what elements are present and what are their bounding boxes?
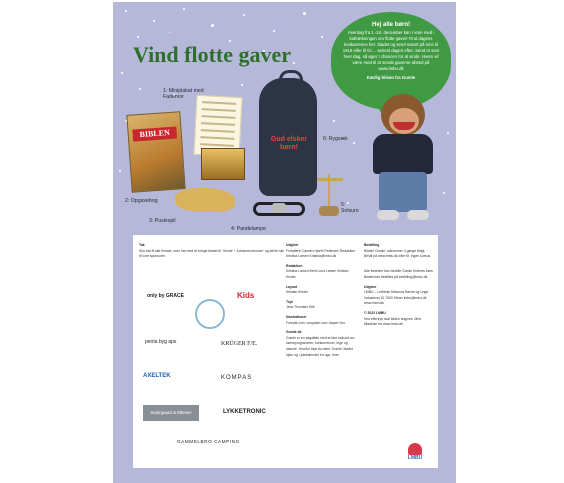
logo-lykketronic: LYKKETRONIC <box>223 409 266 415</box>
ordering-column <box>364 243 434 332</box>
credits-heading: Illustrationer <box>286 314 307 319</box>
sponsor-column <box>139 243 285 264</box>
credits-text: Gumle er en sagaflekt med et fast indhold om børneprogrammer, konkurrencer, lege og historie. Hvorfor skal du være 'Gumle'-bladet hjem og i julekalender en ugs, hver. <box>286 335 355 357</box>
ordering-text: Alle forældre kan bestille Gumle til deres børn. Bladet kan bestilles på bestilling@lmbu.dk <box>364 269 434 279</box>
lmbu-logo-text: LMBU <box>407 455 423 461</box>
ordering-text: Ved eftertryk skal kilden angives. Med tilladelse fra www.lmbu.dk <box>364 316 421 327</box>
logo-circle-emblem <box>195 299 225 329</box>
prize-label-1: 1: Miniplakat med Fadervor <box>163 88 204 100</box>
bubble-signature: Kærlig hilsen fra Gumle <box>366 75 416 80</box>
prize-label-6: 6: Rygsæk <box>323 136 348 142</box>
credits-text: Kristian Kinder <box>286 290 309 295</box>
prize-label-5: 5: Solsuro <box>341 202 359 214</box>
heart-icon <box>408 443 422 455</box>
logo-axeltek: AXELTEK <box>143 373 171 379</box>
ordering-heading: © 2022 LMBU <box>364 310 386 315</box>
credits-column <box>286 243 356 362</box>
credits-text: Kristina Larsen Berit Lund Larsen Kristian Kinder <box>286 269 349 279</box>
backpack-text: Gud elsker børn! <box>270 136 308 151</box>
headline: Vind flotte gaver <box>133 42 292 67</box>
puzzle-pieces-image <box>175 188 235 212</box>
logo-kruger: KRÜGER F/E. <box>221 341 258 347</box>
ordering-heading: Udgiver <box>364 284 377 289</box>
logo-gammelbro-camping: GAMMELBRO CAMPING <box>177 439 240 444</box>
bubble-greeting: Hej alle børn! <box>371 22 410 28</box>
puzzle-box-image <box>201 148 245 180</box>
credits-heading: Tryk <box>286 299 293 304</box>
credits-heading: Redaktion <box>286 263 303 268</box>
gumle-puppet-image <box>363 94 443 222</box>
info-panel <box>133 235 438 468</box>
credits-heading: Layout <box>286 284 298 289</box>
ordering-text: LMBU – Luthersk Missions Børne og Unge Industrivej 10 7600 Struer lmbu@lmbu.dk www.lmbu.dk <box>364 290 429 306</box>
credits-text: Jens Thomsen Kile <box>286 305 315 310</box>
credits-text: Freepik.com, unsplash.com Jasper Nor <box>286 320 345 325</box>
magazine-page <box>113 2 456 483</box>
sponsor-heading: Tak <box>139 243 145 247</box>
credits-heading: Udgiver <box>286 243 299 247</box>
ordering-heading: Bestilling <box>364 243 380 247</box>
logo-only-by-grace: only by GRACE <box>147 293 184 299</box>
logo-kompas: KOMPAS <box>221 375 253 381</box>
logo-penta-byg: penta byg aps <box>145 339 177 345</box>
bubble-text: Hverdag fra 1.-24. december kan I vare med i lodtrækningen om flotte gaver! Find dagens konkurrence her: bladet og send svaret på sms til 1919 eller til Gr… senest dagen efter. Send et svar hver dag, så øger I chancen for at vinde. Hvem vil være med til at sende gaverne afsted på www.lmbu.dk <box>342 30 440 71</box>
prize-label-4: 4: Pandelampe <box>231 226 266 232</box>
book-title: BIBLEN <box>132 127 177 142</box>
credits-text: Forfattere Carsten Hjorth Pedersen Redaktion Kristina Larsen Kristina@lmbu.dk <box>286 248 356 259</box>
credits-heading: Gumle.dk <box>286 330 302 335</box>
lmbu-logo <box>401 443 429 465</box>
backpack-image <box>259 78 317 196</box>
headlamp-image <box>253 202 305 216</box>
ordering-text: Bladet 'Gumle' udkommer 4 gange årligt. Bestil på www.lmbu.dk eller tlf. Ingen kursus <box>364 248 431 259</box>
prize-label-2: 2: Opgavebog <box>125 198 158 204</box>
logo-sejergaard: Sejergaard & Ellesen <box>143 405 199 421</box>
sponsor-text: Stor tak til alle firmaer, som har med at bringe bladet til 'Gumle' i 'Julekonkurrencen' og derfor tak til vore sponsorer. <box>139 248 284 259</box>
prize-label-3: 3: Puslespil <box>149 218 176 224</box>
bible-book-image <box>126 111 185 193</box>
logo-kids: Kids <box>237 291 255 300</box>
